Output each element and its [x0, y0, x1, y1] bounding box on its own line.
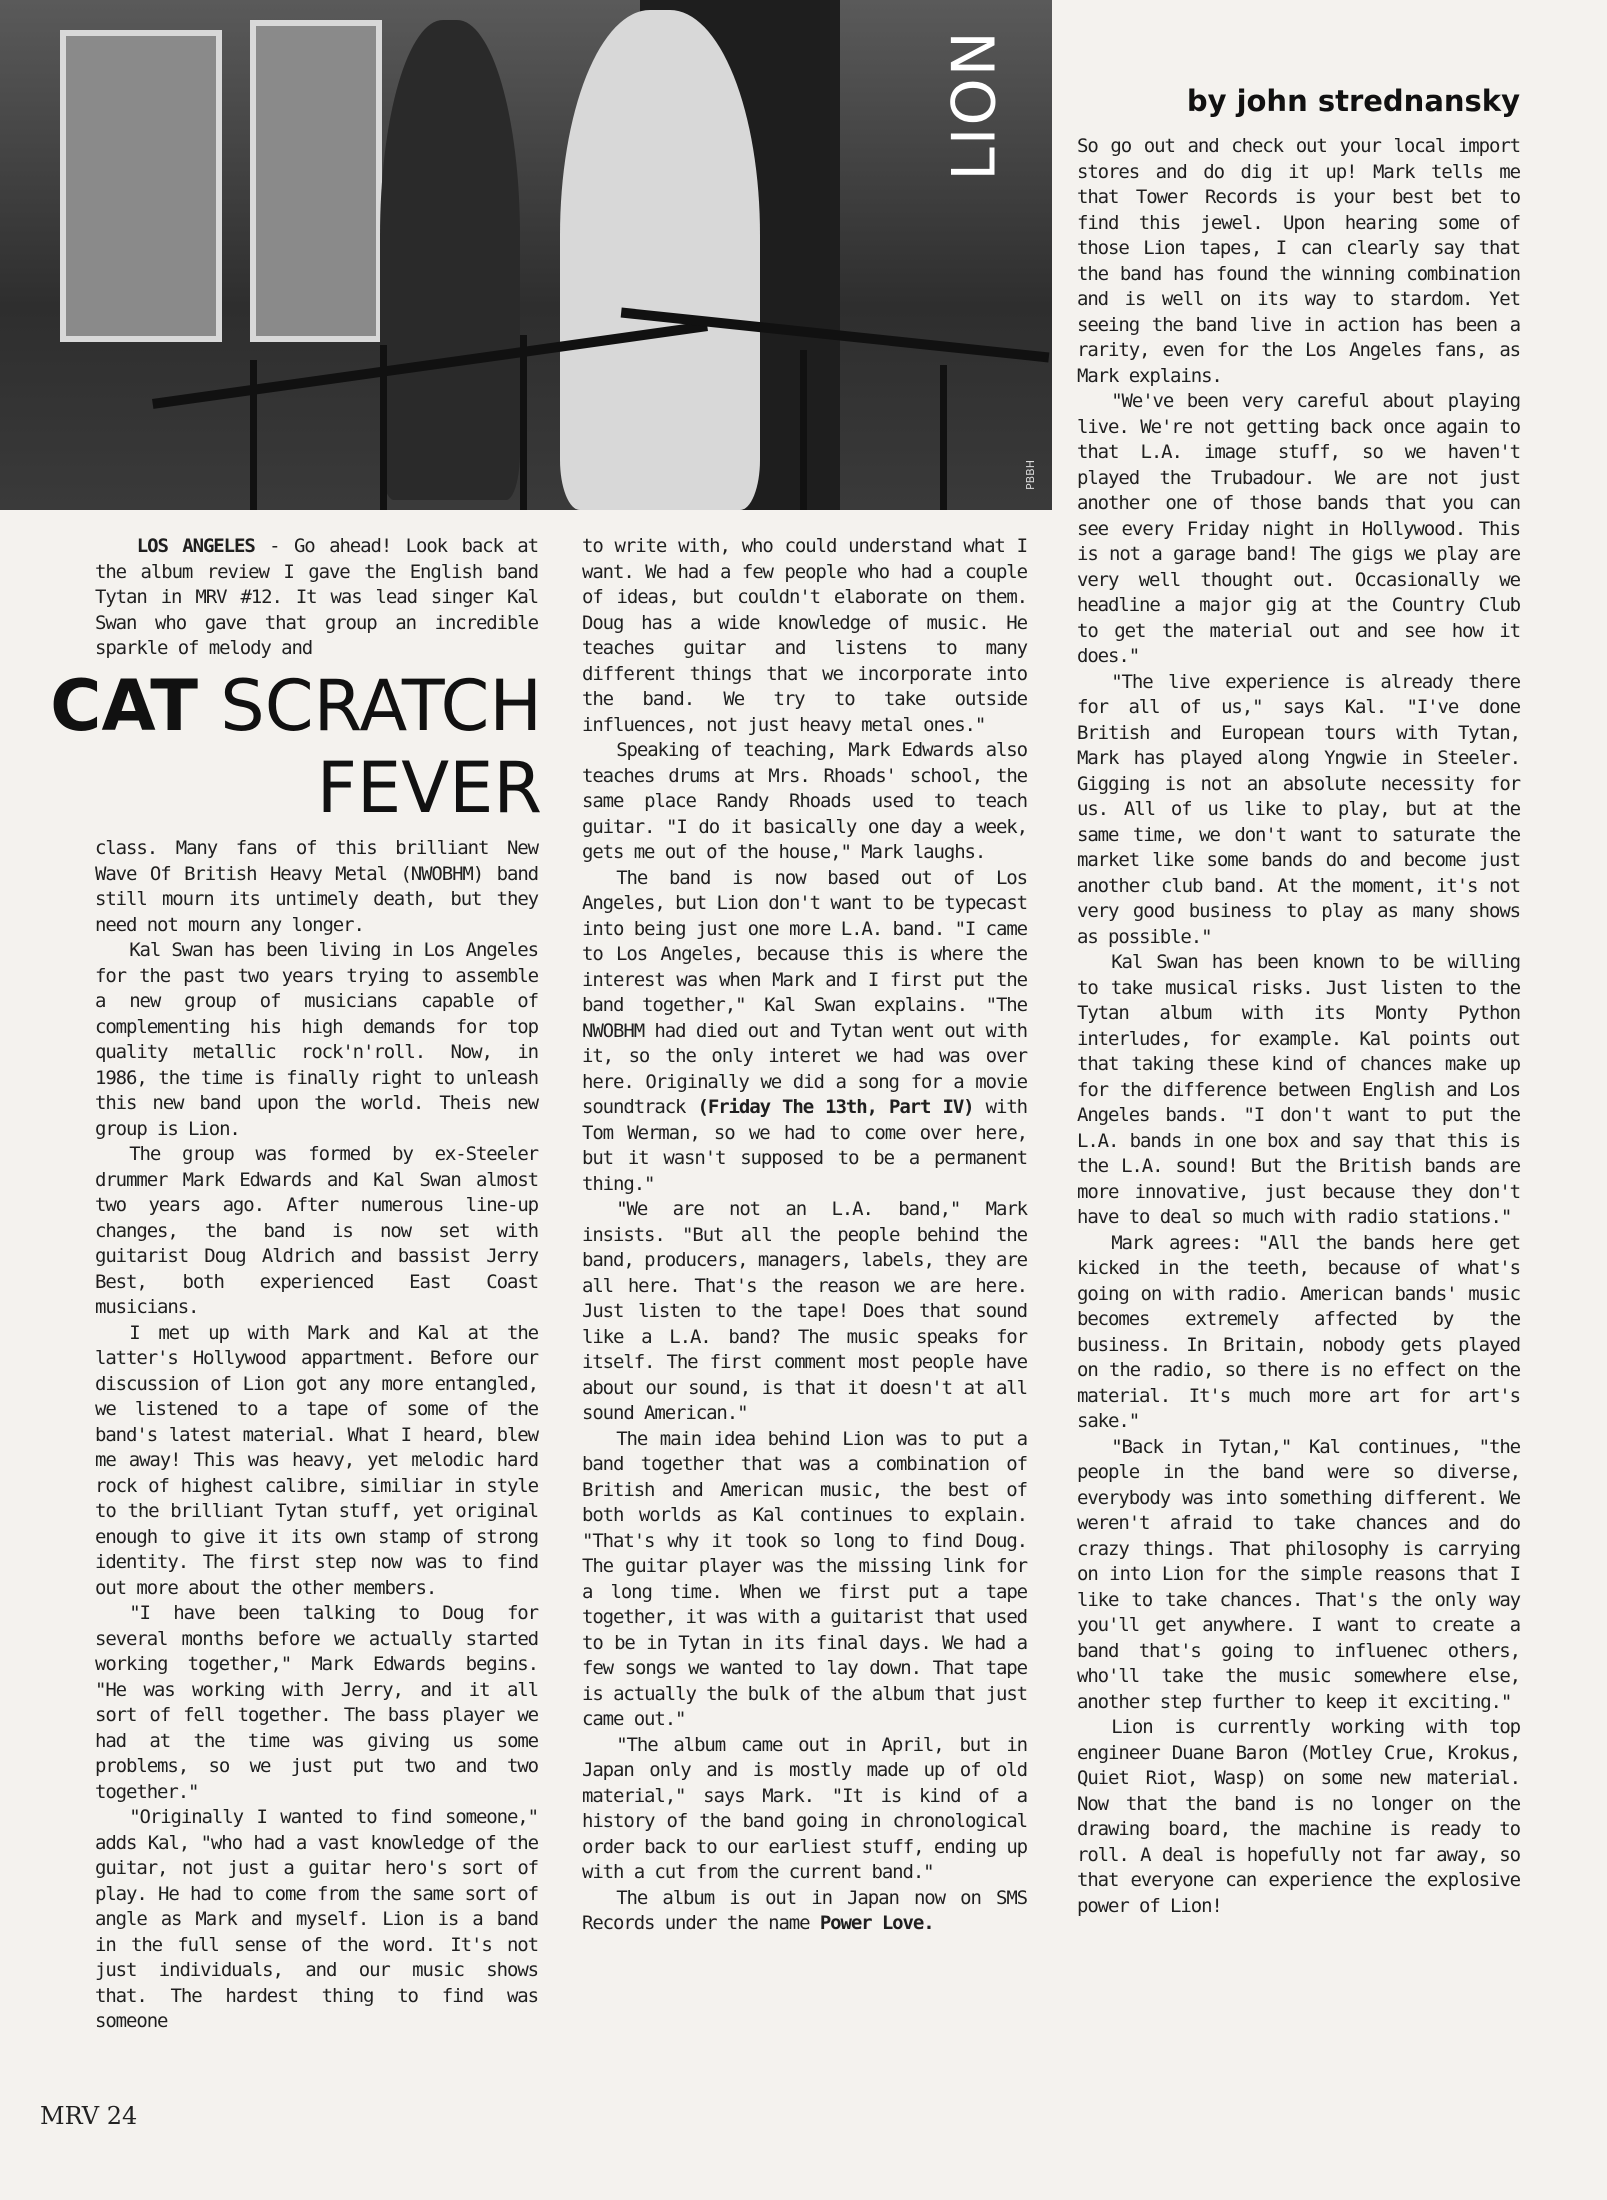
headline-word-3: FEVER [316, 747, 542, 829]
column-1 [95, 836, 538, 2035]
col1-paragraph-2: Kal Swan has been living in Los Angeles for the past two years trying to assemble a new group of musicians capable of complementing his high demands for top quality metallic rock'n'roll. Now, in 1986, the time is finally right to unleash this new band upon the world. Theis new group is Lion. [95, 939, 538, 1140]
col2-paragraph-4: "We are not an L.A. band," Mark insists. "But all the people behind the band, producers, managers, labels, they are all here. That's the reason we are here. Just listen to the tape! Does that sound like a L.A. band? The music speaks for itself. The first comment most people have about our sound, is that it doesn't at all sound American." [582, 1198, 1027, 1424]
headline-word-1: CAT [50, 665, 198, 747]
column-2 [582, 534, 1027, 1937]
col3-paragraph-1: So go out and check out your local import stores and do dig it up! Mark tells me that Tower Records is your best bet to find this jewel. Upon hearing some of those Lion tapes, I can clearly say that the band has found the winning combination and is well on its way to stardom. Yet seeing the band live in action has been a rarity, even for the Los Angeles fans, as Mark explains. [1077, 135, 1520, 387]
band-name-text: LION [940, 29, 1011, 181]
album-title: Power Love. [819, 1912, 934, 1934]
intro-paragraph [95, 534, 538, 662]
col1-paragraph-4: I met up with Mark and Kal at the latter's Hollywood appartment. Before our discussion of Lion got any more entangled, we listened to a tape of some of the band's latest material. What I heard, blew me away! This was heavy, yet melodic hard rock of highest calibre, similiar in style to the brilliant Tytan stuff, yet original enough to give it its own stamp of strong identity. The first step now was to find out more about the other members. [95, 1321, 538, 1599]
headline [12, 665, 542, 829]
band-name-vertical [935, 20, 1015, 190]
col2-p3-tail: with Tom Werman, so we had to come over here, but it wasn't supposed to be a permanent thing." [582, 1096, 1028, 1195]
col2-paragraph-2: Speaking of teaching, Mark Edwards also teaches drums at Mrs. Rhoads' school, the same place Randy Rhoads used to teach guitar. "I do it basically one day a week, gets me out of the house," Mark laughs. [582, 739, 1027, 863]
photo-credit: PBBH [1024, 460, 1037, 490]
column-3 [1077, 134, 1520, 1919]
intro-text: - Go ahead! Look back at the album review I gave the English band Tytan in MRV #12. It was lead singer Kal Swan who gave that group an incredible sparkle of melody and [95, 535, 538, 659]
col2-paragraph-6: "The album came out in April, but in Japan only and is mostly made up of old material," says Mark. "It is kind of a history of the band going in chronological order back to our earliest stuff, ending up with a cut from the current band." [582, 1733, 1027, 1883]
col2-p3-text: The band is now based out of Los Angeles, but Lion don't want to be typecast into being just one more L.A. band. "I came to Los Angeles, because this is where the interest was when Mark and I first put the band together," Kal Swan explains. "The NWOBHM had died out and Tytan went out with it, so the only interet we had was over here. Originally we did a song for a movie soundtrack [582, 866, 1027, 1118]
col2-paragraph-3 [582, 866, 1027, 1198]
headline-word-2: SCRATCH [220, 665, 542, 747]
column-1-intro [95, 534, 538, 662]
col3-paragraph-5: Mark agrees: "All the bands here get kicked in the teeth, because of what's going on with radio. American bands' music becomes extremely affected by the business. In Britain, nobody gets played on the radio, so there is no effect on the material. It's much more art for art's sake." [1077, 1231, 1520, 1432]
dateline: LOS ANGELES [136, 535, 255, 557]
byline: by john strednansky [1186, 84, 1520, 118]
band-photo [0, 0, 1052, 510]
col2-paragraph-5: The main idea behind Lion was to put a band together that was a combination of British and American music, the best of both worlds as Kal continues to explain. "That's why it took so long to find Doug. The guitar player was the missing link for a long time. When we first put a tape together, it was with a guitarist that used to be in Tytan in its final days. We had a few songs we wanted to lay down. That tape is actually the bulk of the album that just came out." [582, 1427, 1027, 1730]
col1-paragraph-1: class. Many fans of this brilliant New Wave Of British Heavy Metal (NWOBHM) band still mourn its untimely death, but they need not mourn any longer. [95, 837, 538, 936]
col2-p7-text: The album is out in Japan now on SMS Records under the name [582, 1886, 1027, 1934]
col3-paragraph-6: "Back in Tytan," Kal continues, "the people in the band were so diverse, everybody was into something different. We weren't afraid to take chances and do crazy things. That philosophy is carrying on into Lion for the simple reasons that I like to take chances. That's the only way you'll get anywhere. I want to create a band that's going to influenec others, who'll take the music somewhere else, another step further to keep it exciting." [1077, 1435, 1520, 1713]
col3-paragraph-4: Kal Swan has been known to be willing to take musical risks. Just listen to the Tytan album with its Monty Python interludes, for example. Kal points out that taking these kind of chances make up for the difference between English and Los Angeles bands. "I don't want to put the L.A. bands in one box and say that this is the L.A. sound! But the British bands are more innovative, just because they don't have to deal so much with radio stations." [1077, 951, 1520, 1228]
col2-paragraph-1: to write with, who could understand what I want. We had a few people who had a couple of ideas, but couldn't elaborate on them. Doug has a wide knowledge of music. He teaches guitar and listens to many different things that we incorporate into the band. We try to take outside influences, not just heavy metal ones." [582, 535, 1027, 736]
col1-paragraph-5: "I have been talking to Doug for several months before we actually started working together," Mark Edwards begins. "He was working with Jerry, and it all sort of fell together. The bass player we had at the time was giving us some problems, so we just put two and two together." [95, 1602, 538, 1803]
col3-paragraph-3: "The live experience is already there for all of us," says Kal. "I've done British and European tours with Tytan, Mark has played along Yngwie in Steeler. Gigging is not an absolute necessity for us. All of us like to play, but at the same time, we don't want to saturate the market like some bands do and become just another club band. At the moment, it's not very good business to play as many shows as possible." [1077, 670, 1520, 948]
col1-paragraph-3: The group was formed by ex-Steeler drummer Mark Edwards and Kal Swan almost two years ago. After numerous line-up changes, the band is now set with guitarist Doug Aldrich and bassist Jerry Best, both experienced East Coast musicians. [95, 1143, 538, 1318]
col3-paragraph-2: "We've been very careful about playing live. We're not getting back once again to that L.A. image stuff, so we haven't played the Trubadour. We are not just another one of those bands that you can see every Friday night in Hollywood. This is not a garage band! The gigs we play are very well thought out. Occasionally we headline a major gig at the Country Club to get the material out and see how it does." [1077, 390, 1520, 667]
col2-paragraph-7 [582, 1886, 1027, 1937]
page-folio: MRV 24 [40, 2102, 138, 2130]
movie-title: (Friday The 13th, Part IV) [697, 1096, 974, 1118]
col1-paragraph-6: "Originally I wanted to find someone," adds Kal, "who had a vast knowledge of the guitar, not just a guitar hero's sort of play. He had to come from the same sort of angle as Mark and myself. Lion is a band in the full sense of the word. It's not just individuals, and our music shows that. The hardest thing to find was someone [95, 1806, 538, 2032]
col3-paragraph-7: Lion is currently working with top engineer Duane Baron (Motley Crue, Krokus, Quiet Riot, Wasp) on some new material. Now that the band is no longer on the drawing board, the machine is ready to roll. A deal is hopefully not far away, so that everyone can experience the explosive power of Lion! [1077, 1716, 1520, 1917]
